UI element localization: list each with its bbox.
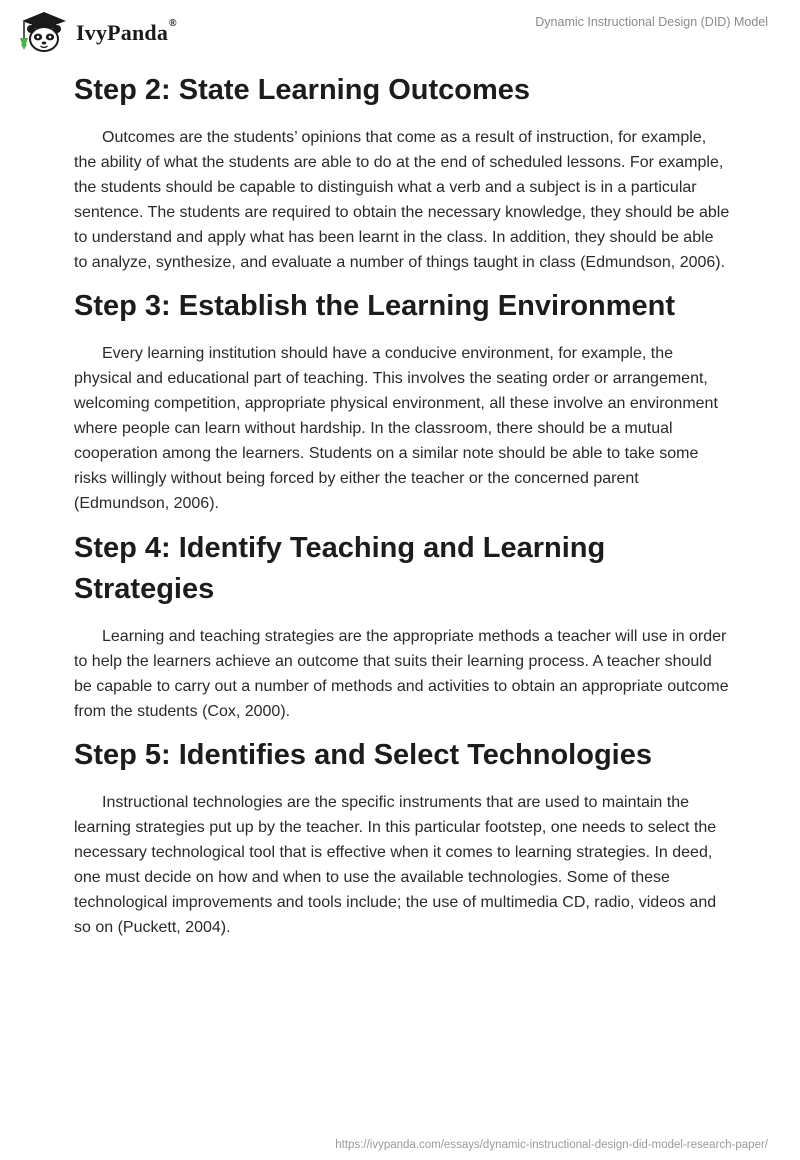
- article-body: [74, 70, 730, 952]
- section-heading-step-2: Step 2: State Learning Outcomes: [74, 74, 531, 106]
- section-paragraph-step-5: Instructional technologies are the specific instruments that are used to maintain the learning strategies put up by the teacher. In this particular footstep, one needs to select the necessary technological tool that is effective when it comes to learning strategies. In deed, one must decide on how and when to use the available technologies. Some of these technological improvements and tools include; the use of multimedia CD, radio, videos and so on (Puckett, 2004).: [74, 794, 717, 936]
- section-heading-step-4: Step 4: Identify Teaching and Learning Strategies: [74, 531, 606, 605]
- page-header: [0, 0, 800, 64]
- section-paragraph-step-3: Every learning institution should have a conducive environment, for example, the physical and educational part of teaching. This involves the seating order or arrangement, welcoming competition, appropriate physical environment, all these involve an environment where people can learn without hardship. In the classroom, there should be a mutual cooperation among the learners. Students on a similar note should be able to take some risks willingly without being forced by either the teacher or the concerned parent (Edmundson, 2006).: [74, 345, 718, 512]
- document-title: Dynamic Instructional Design (DID) Model: [535, 15, 768, 29]
- logo-wordmark: IvyPanda®: [76, 18, 177, 45]
- ivypanda-logo[interactable]: [14, 8, 177, 56]
- source-url[interactable]: https://ivypanda.com/essays/dynamic-instructional-design-did-model-research-paper/: [335, 1139, 768, 1151]
- section-paragraph-step-2: Outcomes are the students’ opinions that come as a result of instruction, for example, the ability of what the students are able to do at the end of scheduled lessons. For example, the students should be capable to distinguish what a verb and a subject is in a particular sentence. The students are required to obtain the necessary knowledge, they should be able to understand and apply what has been learnt in the class. In addition, they should be able to analyze, synthesize, and evaluate a number of things taught in class (Edmundson, 2006).: [74, 129, 730, 271]
- section-heading-step-5: Step 5: Identifies and Select Technologies: [74, 739, 652, 772]
- section-paragraph-step-4: Learning and teaching strategies are the appropriate methods a teacher will use in order to help the learners achieve an outcome that suits their learning process. A teacher should be capable to carry out a number of methods and activities to obtain an appropriate outcome from the students (Cox, 2000).: [74, 627, 729, 720]
- panda-graduate-icon: [14, 8, 70, 56]
- section-heading-step-3: Step 3: Establish the Learning Environment: [74, 290, 676, 323]
